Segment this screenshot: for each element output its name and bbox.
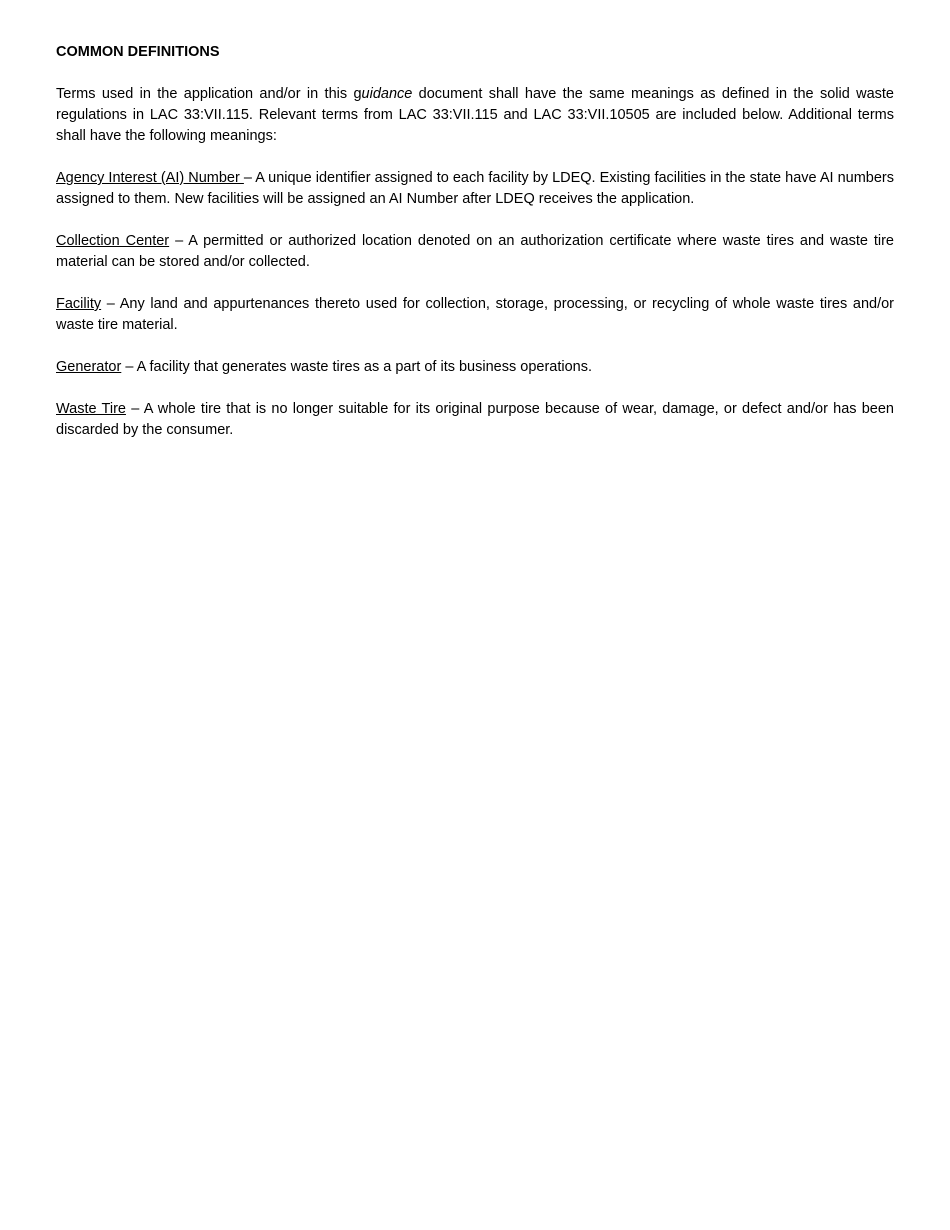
definition-waste-tire	[56, 399, 894, 441]
definition-generator	[56, 357, 894, 378]
definition-collection-center	[56, 231, 894, 273]
definition-text: – Any land and appurtenances thereto used for collection, storage, processing, or recycling of whole waste tires and/or waste tire material.	[56, 296, 894, 333]
definition-text: – A unique identifier assigned to each facility by LDEQ. Existing facilities in the state have AI numbers assigned to them. New facilities will be assigned an AI Number after LDEQ receives the application.	[56, 170, 895, 207]
intro-text-end: document shall have the same meanings as defined in the solid waste regulations in LAC 33:VII.115. Relevant terms from LAC 33:VII.115 and LAC 33:VII.10505 are included below. Additional terms shall have the following meanings:	[56, 86, 894, 144]
definition-term: Generator	[56, 359, 122, 375]
page-heading: COMMON DEFINITIONS	[56, 44, 220, 60]
intro-italic-word: uidance	[361, 86, 413, 102]
definition-term: Facility	[56, 296, 102, 312]
intro-paragraph	[56, 84, 894, 147]
definition-text: – A facility that generates waste tires as a part of its business operations.	[121, 359, 592, 375]
definition-facility	[56, 294, 894, 336]
definition-term: Waste Tire	[56, 401, 126, 417]
definition-text: – A permitted or authorized location denoted on an authorization certificate where waste tires and waste tire material can be stored and/or collected.	[56, 233, 894, 270]
definition-text: – A whole tire that is no longer suitable for its original purpose because of wear, damage, or defect and/or has been discarded by the consumer.	[56, 401, 894, 438]
intro-text-start: Terms used in the application and/or in this g	[56, 86, 362, 102]
definition-term: Collection Center	[56, 233, 170, 249]
definition-ai-number	[56, 168, 894, 210]
definition-term: Agency Interest (AI) Number	[56, 170, 244, 186]
